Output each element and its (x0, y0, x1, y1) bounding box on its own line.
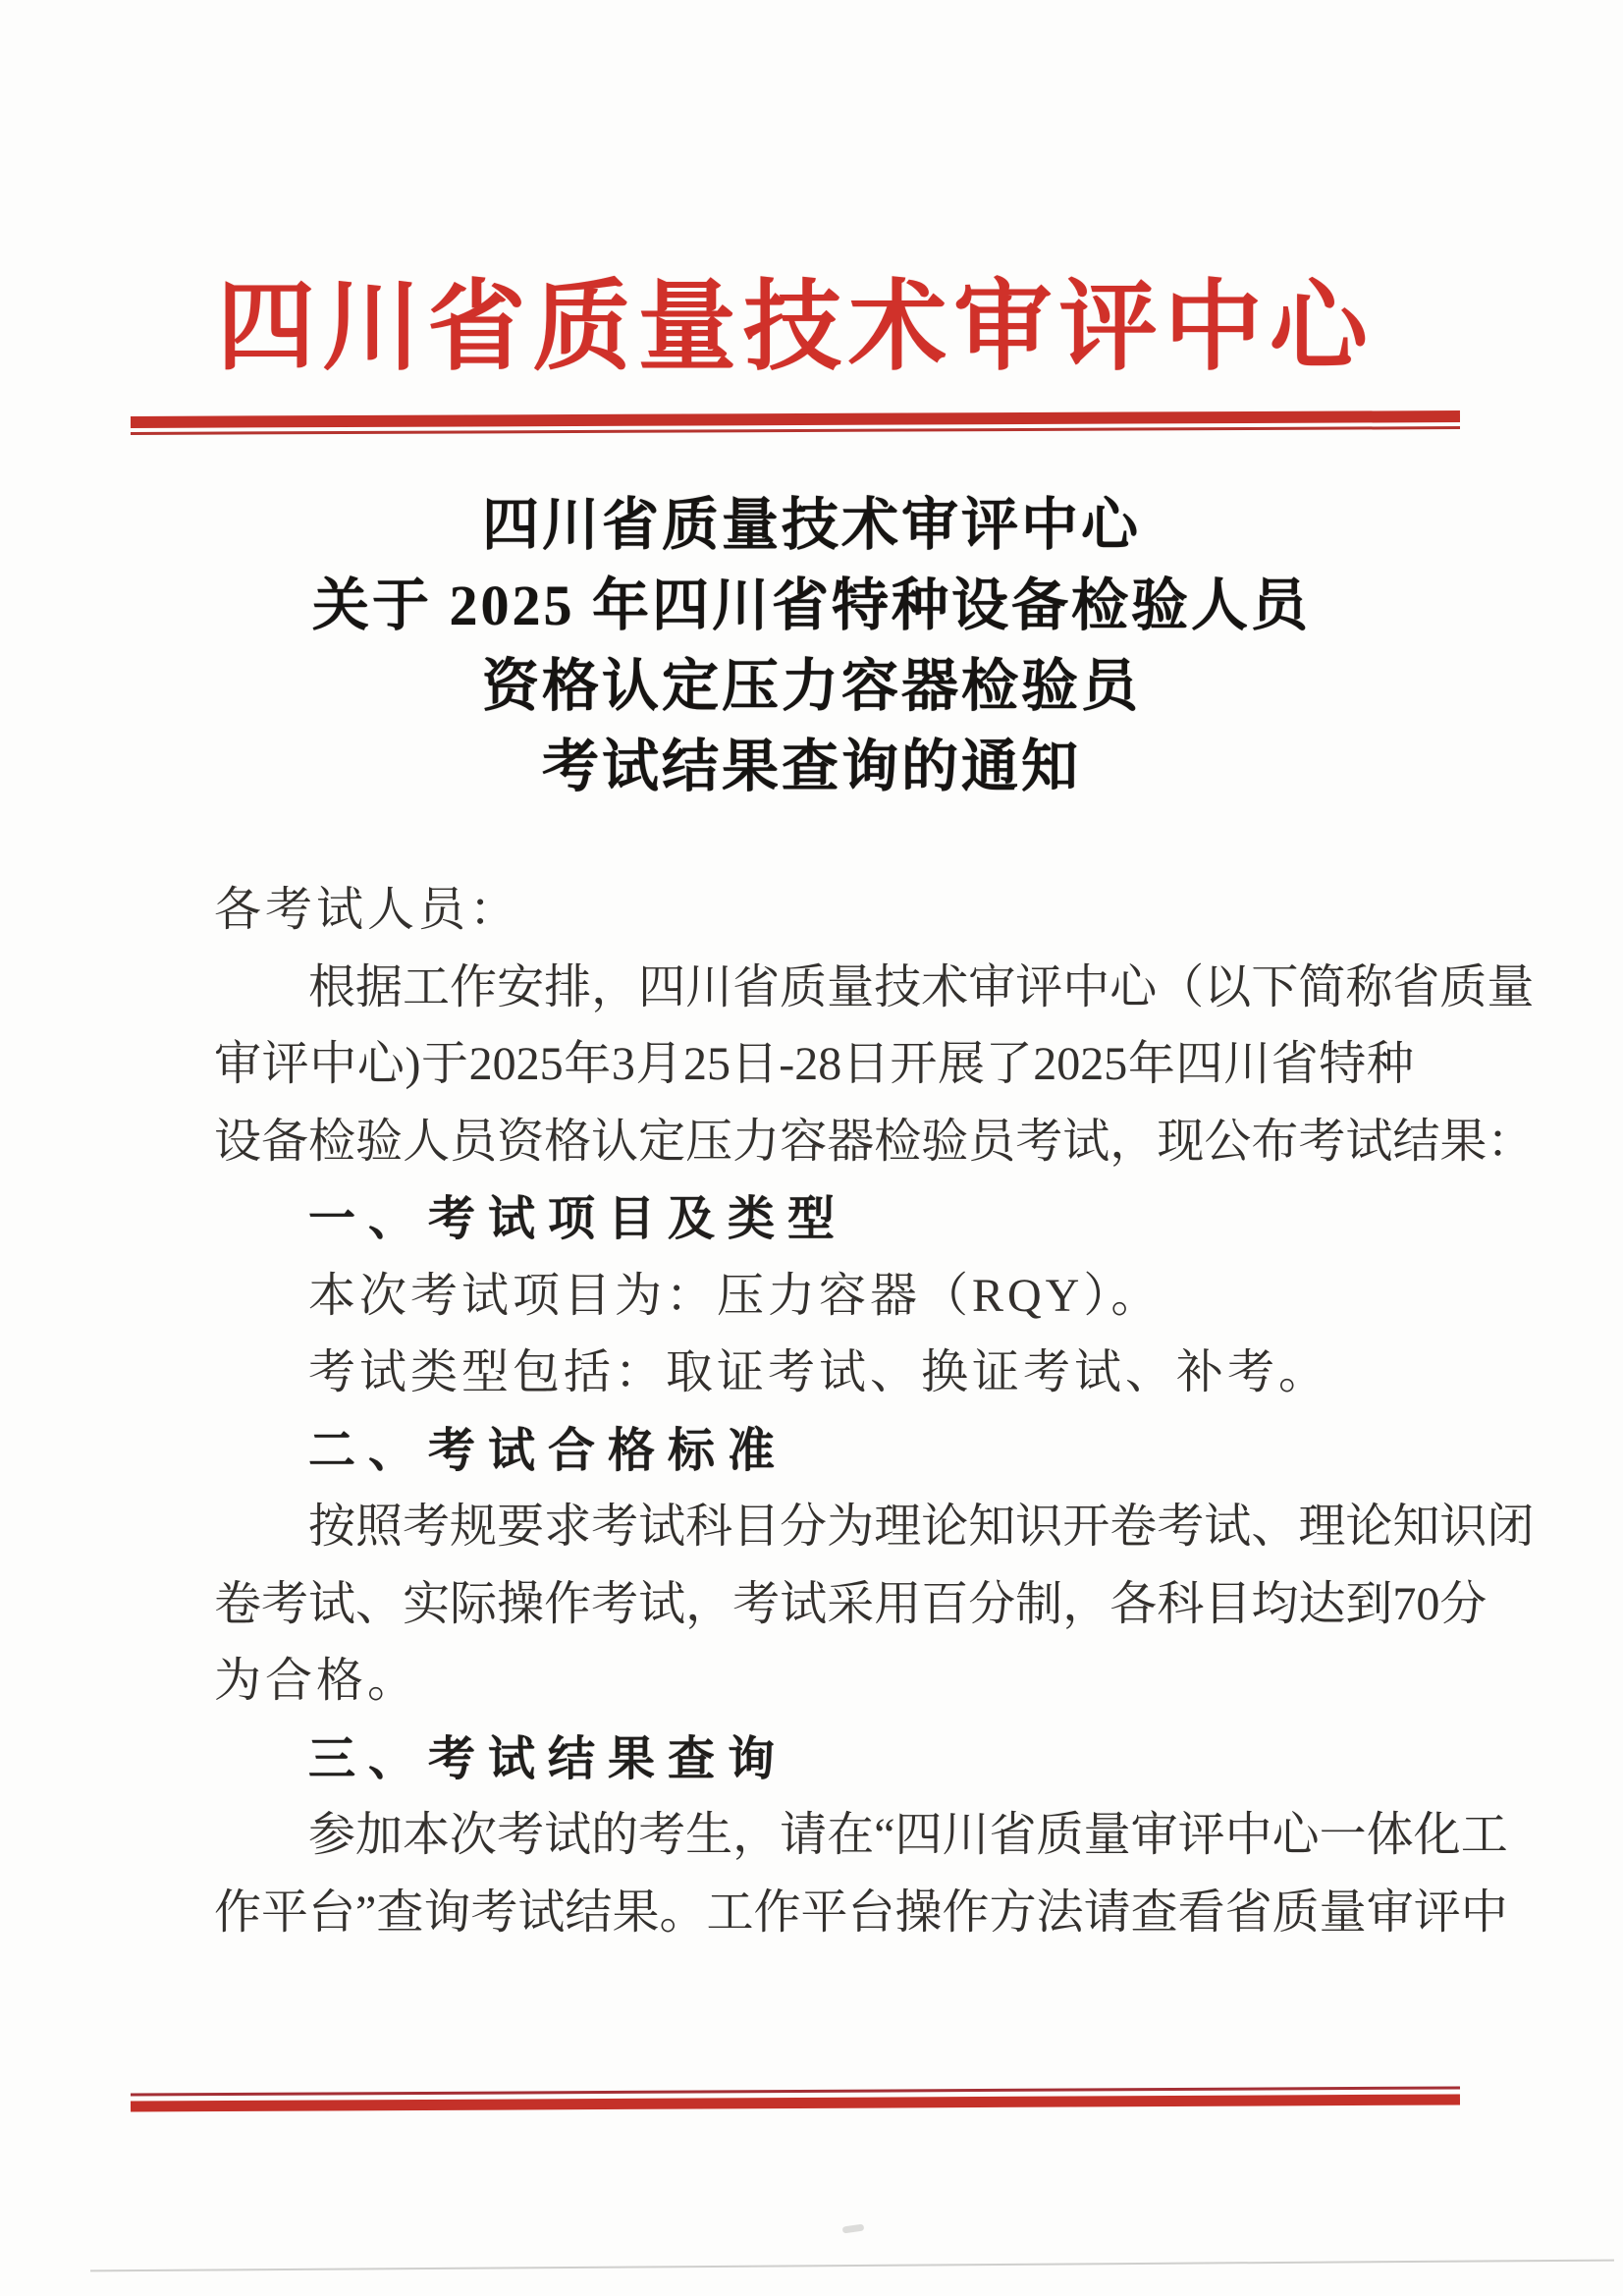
body-char: 试 (780, 1578, 828, 1630)
body-char: 考 (638, 1809, 686, 1861)
body-char: 考 (732, 1578, 781, 1630)
letterhead-char: 量 (637, 273, 736, 382)
body-char: 中 (1062, 961, 1110, 1013)
body-char: 询 (423, 1886, 471, 1939)
body-char: 照 (355, 1501, 404, 1553)
body-char: 平 (261, 1886, 309, 1939)
body-char: 川 (1223, 1038, 1271, 1090)
body-line (214, 1577, 1488, 1638)
body-char: 。 (659, 1886, 707, 1939)
body-char: 请 (780, 1809, 828, 1861)
body-char: 资 (497, 1116, 545, 1168)
body-char: 化 (1413, 1809, 1461, 1861)
body-char: 试 (1062, 1116, 1110, 1168)
doc-title-line-4: 考试结果查询的通知 (541, 735, 1081, 798)
body-char: 际 (450, 1578, 498, 1630)
body-line (214, 1115, 1535, 1175)
body-char: 量 (1487, 961, 1535, 1013)
doc-title-line-2: 关于 2025 年四川省特种设备检验人员 (311, 574, 1311, 637)
body-char: 压 (685, 1116, 733, 1168)
body-char: 根 (308, 961, 356, 1013)
body-char: 各 (1109, 1578, 1158, 1630)
doc-title-line-3: 资格认定压力容器检验员 (481, 654, 1141, 718)
body-char: 果 (1439, 1116, 1488, 1168)
body-char: 试 (1345, 1116, 1393, 1168)
body-char: 看 (1177, 1886, 1225, 1939)
body-char: 试 (517, 1886, 566, 1939)
body-char: 开 (1062, 1501, 1110, 1553)
body-char: 于 (421, 1038, 469, 1090)
body-char: 川 (942, 1809, 990, 1861)
body-char: 2025 (468, 1038, 564, 1090)
body-char: 器 (827, 1116, 875, 1168)
body-char: 员 (450, 1116, 498, 1168)
body-line (214, 1886, 1508, 1946)
body-char: 理 (874, 1501, 922, 1553)
body-char: 考 (497, 1809, 545, 1861)
body-char: 审 (1130, 1809, 1178, 1861)
body-char: 操 (497, 1578, 545, 1630)
body-char: 加 (355, 1809, 404, 1861)
body-char: 考 (261, 1578, 309, 1630)
body-char: 、 (1251, 1501, 1299, 1553)
body-char: “ (874, 1809, 895, 1861)
section-heading: 三、考试结果查询 (308, 1731, 788, 1786)
body-char: 称 (1345, 961, 1393, 1013)
body-char: 审 (968, 961, 1016, 1013)
body-line: 考试类型包括：取证考试、换证考试、补考。 (308, 1346, 1330, 1398)
body-char: 省 (1271, 1038, 1319, 1090)
body-char: 考 (1015, 1116, 1063, 1168)
body-char: 据 (355, 961, 404, 1013)
body-char: 格 (544, 1116, 592, 1168)
body-char: 实 (403, 1578, 451, 1630)
body-char: 质 (1439, 961, 1488, 1013)
body-char: 月 (635, 1038, 683, 1090)
body-char: 量 (1319, 1886, 1367, 1939)
body-char: 定 (638, 1116, 686, 1168)
body-char: 采 (827, 1578, 875, 1630)
body-char: 公 (1204, 1116, 1252, 1168)
body-char: 分 (780, 1501, 828, 1553)
body-char: 试 (638, 1501, 686, 1553)
body-char: 目 (732, 1501, 781, 1553)
body-char: 容 (780, 1116, 828, 1168)
body-char: 参 (308, 1809, 356, 1861)
body-char: 25 (683, 1038, 731, 1090)
body-char: 一 (1319, 1809, 1367, 1861)
header-rule-thick (131, 410, 1460, 428)
body-char: 次 (450, 1809, 498, 1861)
letterhead-char: 省 (427, 273, 526, 382)
body-char: 考 (591, 1578, 639, 1630)
body-char: ： (1487, 1116, 1535, 1168)
letterhead-char: 中 (1163, 273, 1263, 382)
body-line (308, 1500, 1535, 1560)
body-char: 为 (827, 1501, 875, 1553)
body-char: ， (1062, 1578, 1110, 1630)
body-char: 评 (1015, 961, 1063, 1013)
section-heading: 二、考试合格标准 (308, 1423, 788, 1478)
body-char: 心 (356, 1038, 405, 1090)
body-char: 设 (214, 1116, 262, 1168)
body-char: 员 (968, 1116, 1016, 1168)
body-char: 省 (1392, 961, 1440, 1013)
body-char: 台 (308, 1886, 356, 1939)
scan-artifact-smudge (842, 2224, 865, 2234)
body-char: 工 (403, 961, 451, 1013)
body-char: 科 (1157, 1578, 1205, 1630)
body-char: 的 (591, 1809, 639, 1861)
body-char: 百 (921, 1578, 969, 1630)
body-char: 审 (1366, 1886, 1414, 1939)
body-char: 查 (1130, 1886, 1178, 1939)
body-char: 量 (1083, 1809, 1131, 1861)
body-char: ， (1109, 1116, 1158, 1168)
body-char: 查 (376, 1886, 424, 1939)
body-char: 识 (1015, 1501, 1063, 1553)
body-char: 力 (732, 1116, 781, 1168)
body-char: 量 (827, 961, 875, 1013)
body-char: 人 (403, 1116, 451, 1168)
body-char: 考 (591, 1501, 639, 1553)
body-char: 要 (497, 1501, 545, 1553)
body-char: 3 (611, 1038, 635, 1090)
body-char: 论 (921, 1501, 969, 1553)
scan-artifact-line (90, 2260, 1614, 2272)
body-char: 按 (308, 1501, 356, 1553)
letterhead-char: 质 (532, 273, 631, 382)
body-char: 知 (968, 1501, 1016, 1553)
body-char: 规 (450, 1501, 498, 1553)
body-char: 果 (612, 1886, 660, 1939)
body-char: 省 (732, 961, 781, 1013)
body-char: 考 (1157, 1501, 1205, 1553)
body-char: 省 (1224, 1886, 1272, 1939)
body-char: 请 (1083, 1886, 1131, 1939)
body-char: 下 (1251, 961, 1299, 1013)
body-char: 验 (355, 1116, 404, 1168)
body-line (308, 1808, 1508, 1869)
body-char: 中 (1460, 1886, 1508, 1939)
footer-rule-thick (131, 2094, 1460, 2111)
body-char: 平 (800, 1886, 848, 1939)
letterhead-char: 审 (953, 273, 1053, 382)
body-char: 备 (261, 1116, 309, 1168)
body-char: 特 (1319, 1038, 1367, 1090)
body-char: 用 (874, 1578, 922, 1630)
body-char: 理 (1298, 1501, 1346, 1553)
body-char: 四 (894, 1809, 943, 1861)
body-char: 试 (1204, 1501, 1252, 1553)
body-char: 审 (214, 1038, 262, 1090)
body-char: 作 (942, 1886, 990, 1939)
body-char: 质 (1271, 1886, 1320, 1939)
body-char: 川 (685, 961, 733, 1013)
body-char: 中 (1224, 1809, 1272, 1861)
body-char: 方 (989, 1886, 1037, 1939)
body-char: 年 (564, 1038, 612, 1090)
body-char: 心 (1109, 961, 1158, 1013)
body-char: 中 (309, 1038, 357, 1090)
body-char: 省 (989, 1809, 1037, 1861)
body-char: 论 (1345, 1501, 1393, 1553)
body-char: 识 (1439, 1501, 1488, 1553)
body-char: ， (732, 1809, 781, 1861)
body-char: 日 (841, 1038, 890, 1090)
body-line: 各考试人员： (214, 884, 521, 936)
body-line: 本次考试项目为：压力容器（RQY）。 (308, 1270, 1163, 1322)
body-char: 检 (874, 1116, 922, 1168)
body-char: 评 (261, 1038, 309, 1090)
body-line (308, 960, 1535, 1021)
body-char: 分 (968, 1578, 1016, 1630)
body-char: 布 (1251, 1116, 1299, 1168)
body-char: 术 (921, 961, 969, 1013)
body-char: 作 (214, 1886, 262, 1939)
body-char: 年 (1127, 1038, 1175, 1090)
body-char: ， (685, 1578, 733, 1630)
body-char: 心 (1271, 1809, 1320, 1861)
body-char: 卷 (1109, 1501, 1158, 1553)
body-char: 日 (730, 1038, 779, 1090)
body-char: 考 (1298, 1116, 1346, 1168)
body-char: （ (1157, 961, 1205, 1013)
body-char: 检 (308, 1116, 356, 1168)
body-char: 卷 (214, 1578, 262, 1630)
body-char: 结 (1392, 1116, 1440, 1168)
body-char: 试 (544, 1809, 592, 1861)
body-char: 质 (1036, 1809, 1084, 1861)
body-char: 以 (1204, 961, 1252, 1013)
section-heading: 一、考试项目及类型 (308, 1191, 848, 1246)
document-title (79, 485, 1544, 807)
letterhead-char: 心 (1269, 273, 1368, 382)
body-char: 分 (1439, 1578, 1488, 1630)
body-char: 评 (1413, 1886, 1461, 1939)
body-char: 制 (1015, 1578, 1063, 1630)
body-char: 、 (355, 1578, 404, 1630)
letterhead-char: 四 (217, 273, 315, 382)
body-char: 本 (403, 1809, 451, 1861)
body-char: 展 (938, 1038, 986, 1090)
letterhead-char: 技 (742, 273, 841, 382)
body-char: ” (355, 1886, 377, 1939)
body-char: 作 (753, 1886, 801, 1939)
body-char: 在 (827, 1809, 875, 1861)
body-char: 质 (780, 961, 828, 1013)
body-char: 70 (1392, 1578, 1440, 1630)
body-char: 开 (890, 1038, 938, 1090)
body-char: 法 (1036, 1886, 1084, 1939)
body-char: 考 (403, 1501, 451, 1553)
body-char: 排 (544, 961, 592, 1013)
body-char: 四 (638, 961, 686, 1013)
body-char: 认 (591, 1116, 639, 1168)
letterhead-char: 评 (1058, 273, 1158, 382)
body-char: 知 (1392, 1501, 1440, 1553)
body-char: 工 (1460, 1809, 1508, 1861)
body-char: 种 (1366, 1038, 1414, 1090)
body-char: 闭 (1487, 1501, 1535, 1553)
body-char: 简 (1298, 961, 1346, 1013)
body-char: 均 (1251, 1578, 1299, 1630)
letterhead-char: 川 (322, 273, 421, 382)
body-char: 作 (544, 1578, 592, 1630)
body-char: 试 (308, 1578, 356, 1630)
body-char: 作 (450, 961, 498, 1013)
body-char: 四 (1175, 1038, 1223, 1090)
body-char: 了 (985, 1038, 1033, 1090)
body-char: 到 (1345, 1578, 1393, 1630)
header-rule-thin (131, 426, 1460, 435)
body-char: 目 (1204, 1578, 1252, 1630)
body-char: 安 (497, 961, 545, 1013)
body-char: 技 (874, 961, 922, 1013)
body-char: 工 (706, 1886, 754, 1939)
body-char: 科 (685, 1501, 733, 1553)
body-char: 评 (1177, 1809, 1225, 1861)
body-char: 体 (1366, 1809, 1414, 1861)
letterhead-title (217, 273, 1368, 386)
body-char: 生 (685, 1809, 733, 1861)
body-line: 为合格。 (214, 1655, 419, 1707)
body-char: -28 (779, 1038, 842, 1090)
body-char: 验 (921, 1116, 969, 1168)
body-char: 台 (847, 1886, 895, 1939)
body-char: 达 (1298, 1578, 1346, 1630)
letterhead-char: 术 (848, 273, 947, 382)
body-line (214, 1037, 1414, 1098)
doc-title-line-1: 四川省质量技术审评中心 (481, 493, 1141, 557)
body-char: 操 (894, 1886, 943, 1939)
body-char: 求 (544, 1501, 592, 1553)
body-char: 结 (565, 1886, 613, 1939)
body-char: 试 (638, 1578, 686, 1630)
body-char: 2025 (1033, 1038, 1128, 1090)
body-char: 考 (470, 1886, 518, 1939)
body-char: ) (405, 1038, 421, 1090)
body-char: ， (591, 961, 639, 1013)
body-char: 现 (1157, 1116, 1205, 1168)
